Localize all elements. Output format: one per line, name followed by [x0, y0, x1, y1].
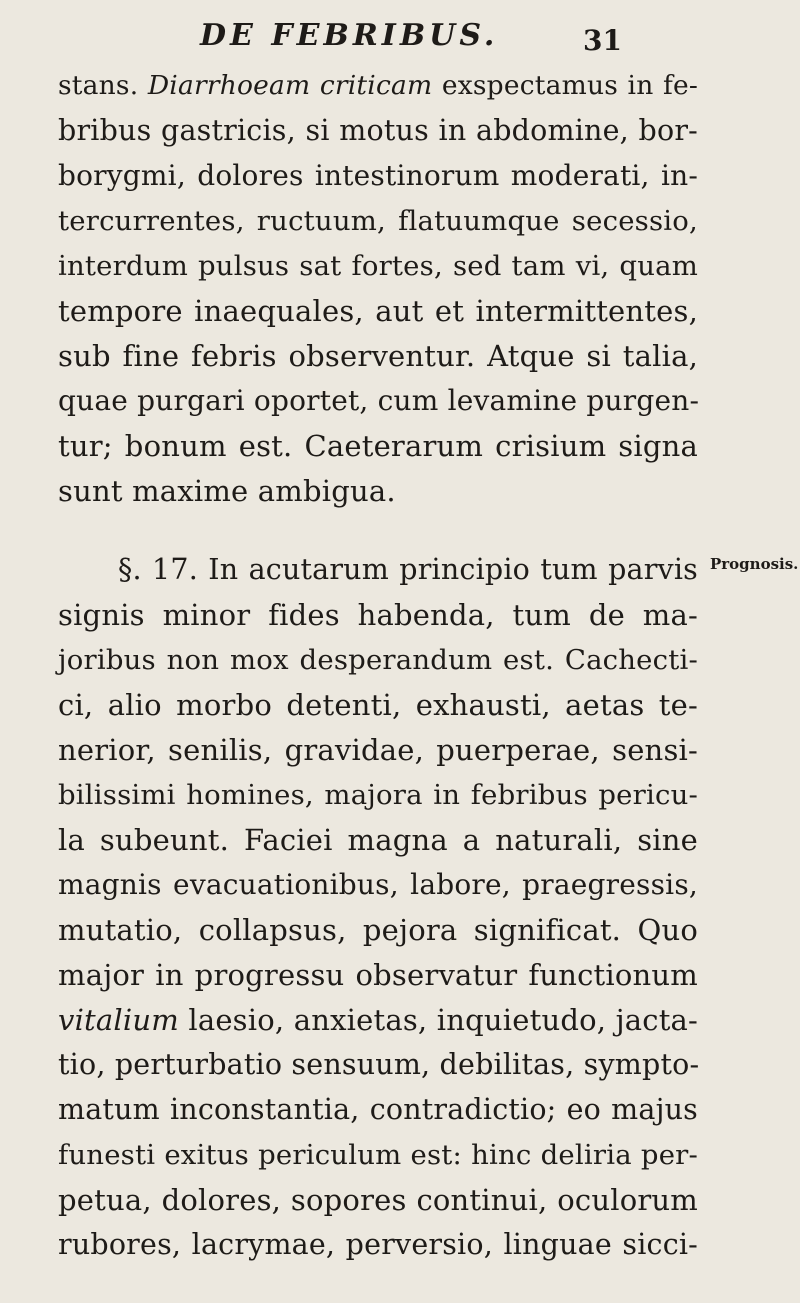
- text-line: funesti exitus periculum est: hinc deliria per-: [58, 1139, 698, 1171]
- text-line: joribus non mox desperandum est. Cachecti-: [58, 644, 698, 676]
- text-line: borygmi, dolores intestinorum moderati, in-: [58, 159, 698, 192]
- margin-note-prognosis: Prognosis.: [710, 555, 799, 573]
- text-line: vitalium laesio, anxietas, inquietudo, jacta-: [58, 1003, 699, 1037]
- text-line: bribus gastricis, si motus in abdomine, bor-: [58, 114, 698, 147]
- text-line: matum inconstantia, contradictio; eo majus: [58, 1093, 698, 1126]
- text-line: interdum pulsus sat fortes, sed tam vi, quam: [58, 250, 698, 282]
- page-number: 31: [583, 24, 622, 57]
- running-head-title: DE FEBRIBUS.: [200, 18, 499, 53]
- text-line: sub fine febris observentur. Atque si talia,: [58, 339, 698, 373]
- text-line: rubores, lacrymae, perversio, linguae sicci-: [58, 1228, 698, 1261]
- text-line: bilissimi homines, majora in febribus pericu-: [58, 779, 698, 811]
- text-line: petua, dolores, sopores continui, oculorum: [58, 1183, 698, 1217]
- text-line: tempore inaequales, aut et intermittentes,: [58, 294, 698, 328]
- text-line: tio, perturbatio sensuum, debilitas, sympto-: [58, 1048, 700, 1081]
- text-line: la subeunt. Faciei magna a naturali, sine: [58, 823, 698, 857]
- text-line: tur; bonum est. Caeterarum crisium signa: [58, 429, 698, 463]
- text-line: mutatio, collapsus, pejora significat. Quo: [58, 913, 698, 947]
- text-line: tercurrentes, ructuum, flatuumque secessio,: [58, 205, 698, 237]
- text-line: ci, alio morbo detenti, exhausti, aetas te-: [58, 688, 698, 722]
- text-line: quae purgari oportet, cum levamine purgen-: [58, 384, 700, 417]
- text-line: sunt maxime ambigua.: [58, 474, 396, 508]
- section-opening-line: §. 17. In acutarum principio tum parvis: [118, 553, 698, 586]
- italic-word: vitalium: [58, 1003, 179, 1037]
- text-line: nerior, senilis, gravidae, puerperae, sensi-: [58, 733, 698, 767]
- text-line: major in progressu observatur functionum: [58, 958, 698, 992]
- text-line: stans. Diarrhoeam criticam exspectamus in fe-: [58, 70, 699, 101]
- text-line: magnis evacuationibus, labore, praegressis,: [58, 868, 698, 901]
- running-head: [0, 10, 800, 70]
- text-line: signis minor fides habenda, tum de ma-: [58, 598, 698, 632]
- italic-phrase: Diarrhoeam criticam: [147, 70, 433, 101]
